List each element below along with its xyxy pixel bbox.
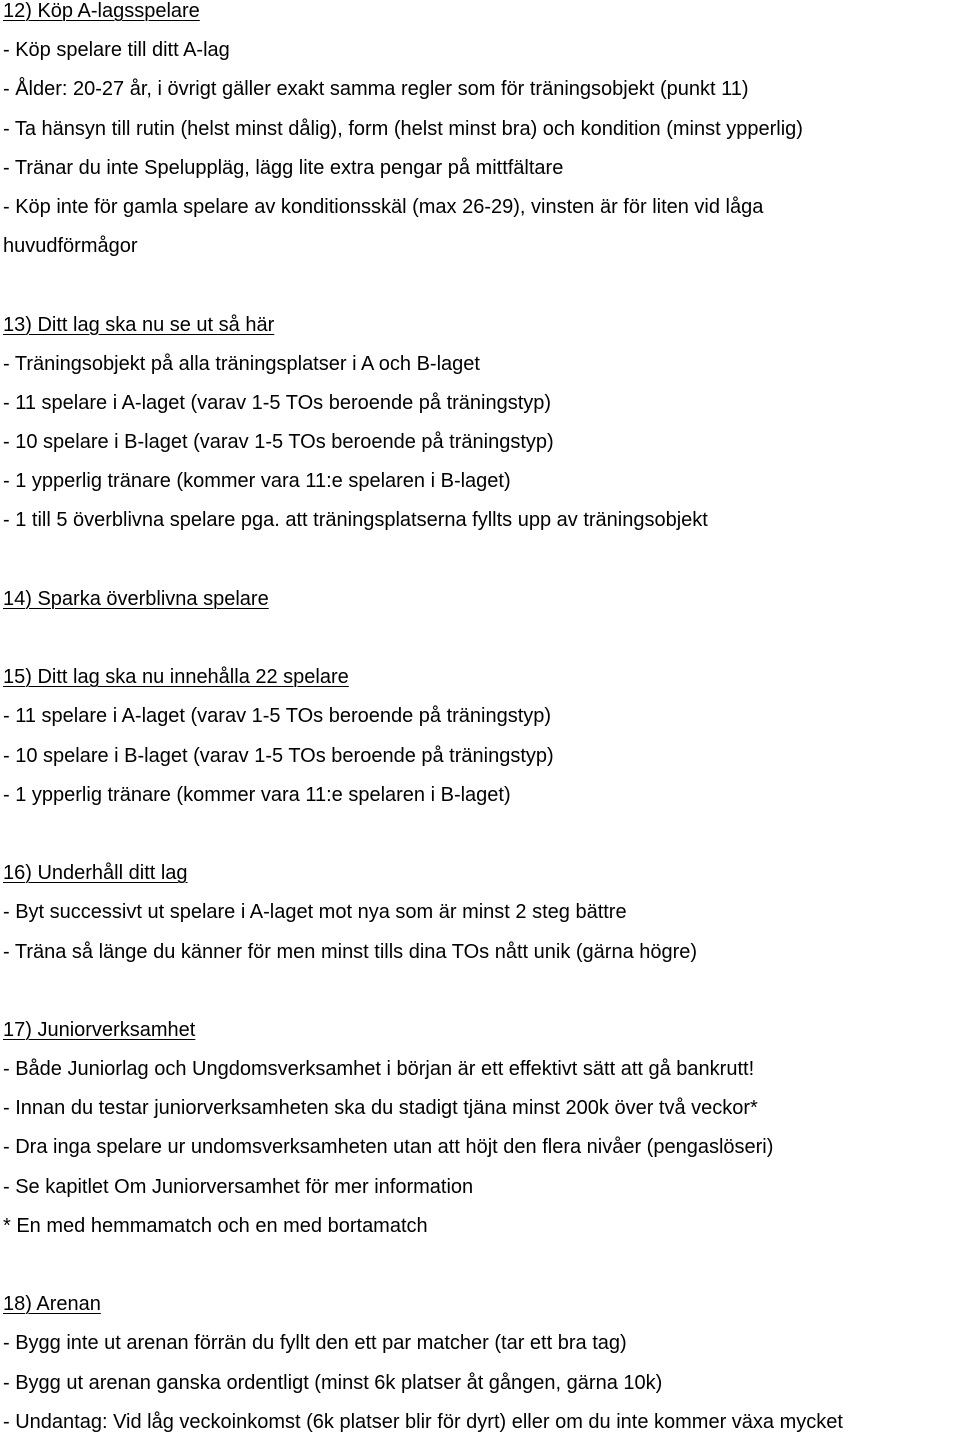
section-heading: 16) Underhåll ditt lag xyxy=(3,862,188,885)
list-item: - Se kapitlet Om Juniorversamhet för mer information xyxy=(3,1175,474,1198)
section-spacer xyxy=(3,619,958,658)
section-15 xyxy=(3,658,958,815)
section-spacer xyxy=(3,1246,958,1285)
list-item: - Tränar du inte Speluppläg, lägg lite extra pengar på mittfältare xyxy=(3,156,564,179)
list-item: - 11 spelare i A-laget (varav 1-5 TOs beroende på träningstyp) xyxy=(3,705,552,728)
section-spacer xyxy=(3,541,958,580)
section-heading: 17) Juniorverksamhet xyxy=(3,1018,196,1041)
list-item: - Bygg ut arenan ganska ordentligt (minst 6k platser åt gången, gärna 10k) xyxy=(3,1371,663,1394)
list-item: - Byt successivt ut spelare i A-laget mot nya som är minst 2 steg bättre xyxy=(3,901,627,924)
section-heading: 18) Arenan xyxy=(3,1293,101,1316)
list-item: - Både Juniorlag och Ungdomsverksamhet i början är ett effektivt sätt att gå bankrutt! xyxy=(3,1058,755,1081)
list-item: - Träna så länge du känner för men minst tills dina TOs nått unik (gärna högre) xyxy=(3,940,698,963)
list-item: - 1 till 5 överblivna spelare pga. att träningsplatserna fyllts upp av träningsobjekt xyxy=(3,509,708,532)
section-heading: 14) Sparka överblivna spelare xyxy=(3,587,269,610)
list-item: - Köp spelare till ditt A-lag xyxy=(3,39,230,62)
list-item: - Köp inte för gamla spelare av konditionsskäl (max 26-29), vinsten är för liten vid låga xyxy=(3,195,764,218)
list-item: - Ålder: 20-27 år, i övrigt gäller exakt samma regler som för träningsobjekt (punkt 11) xyxy=(3,78,749,101)
section-heading: 12) Köp A-lagsspelare xyxy=(3,0,200,22)
section-13 xyxy=(3,306,958,541)
list-item: - Ta hänsyn till rutin (helst minst dålig), form (helst minst bra) och kondition (minst ypperlig) xyxy=(3,117,803,140)
list-item: - Träningsobjekt på alla träningsplatser i A och B-laget xyxy=(3,352,480,375)
section-heading: 15) Ditt lag ska nu innehålla 22 spelare xyxy=(3,666,349,689)
section-spacer xyxy=(3,266,958,305)
list-item: - 10 spelare i B-laget (varav 1-5 TOs beroende på träningstyp) xyxy=(3,744,554,767)
section-12 xyxy=(3,0,958,266)
list-item: - Undantag: Vid låg veckoinkomst (6k platser blir för dyrt) eller om du inte kommer växa mycket xyxy=(3,1410,843,1433)
list-item: - Innan du testar juniorverksamheten ska du stadigt tjäna minst 200k över två veckor* xyxy=(3,1097,758,1120)
section-spacer xyxy=(3,815,958,854)
list-item: - 1 ypperlig tränare (kommer vara 11:e spelaren i B-laget) xyxy=(3,783,511,806)
list-item: - Dra inga spelare ur undomsverksamheten utan att höjt den flera nivåer (pengaslöseri) xyxy=(3,1136,774,1159)
list-item: huvudförmågor xyxy=(3,235,138,258)
list-item: - 11 spelare i A-laget (varav 1-5 TOs beroende på träningstyp) xyxy=(3,391,552,414)
list-item: - 1 ypperlig tränare (kommer vara 11:e spelaren i B-laget) xyxy=(3,470,511,493)
section-heading: 13) Ditt lag ska nu se ut så här xyxy=(3,313,275,336)
section-16 xyxy=(3,854,958,972)
section-18 xyxy=(3,1285,958,1442)
list-item: - 10 spelare i B-laget (varav 1-5 TOs beroende på träningstyp) xyxy=(3,431,554,454)
document-page xyxy=(3,0,958,1442)
section-17 xyxy=(3,1011,958,1246)
footnote: * En med hemmamatch och en med bortamatch xyxy=(3,1214,428,1237)
list-item: - Bygg inte ut arenan förrän du fyllt den ett par matcher (tar ett bra tag) xyxy=(3,1332,627,1355)
section-14 xyxy=(3,580,958,619)
section-spacer xyxy=(3,972,958,1011)
